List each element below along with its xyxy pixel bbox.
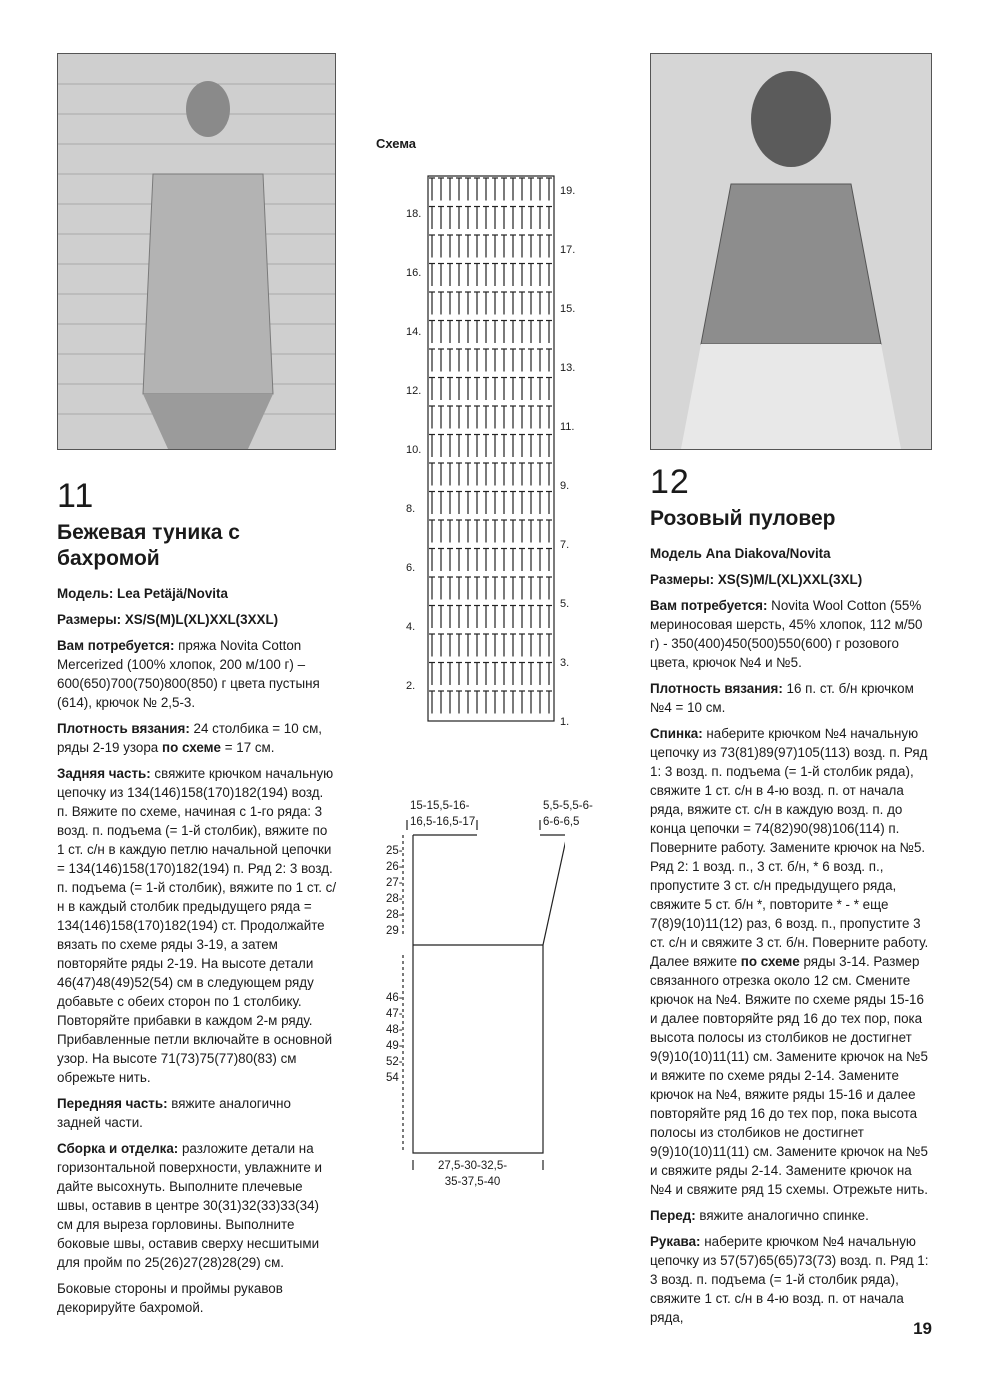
row-label-left: 12. — [406, 385, 422, 397]
pullover-photo — [650, 53, 932, 450]
armhole-depth: 25- 26- 27- 28- 28- 29 — [386, 845, 403, 937]
back-part: Спинка: наберите крючком №4 начальную цепочку из 73(81)89(97)105(113) возд. п. Ряд 1: 3 возд. п. подъема (= 1-й столбик ряда), свяжите 1 ст. с/н в 4-ю возд. п. от начала ряда, вяжите ст. с/н в каждую возд. п. до конца цепочки = 74(82)90(98)106(114) п. Поверните работу. Замените крючок на №5. Ряд 2: 1 возд. п., 3 ст. б/н, * 6 возд. п., пропустите 3 ст. с/н предыдущего ряда, свяжите 5 ст. б/н *, повторите * - * еще 7(8)9(10)11(12) раз, 6 возд. п., пропустите 3 ст. с/н и свяжите 3 ст. б/н. Поверните работу. Далее вяжите по схеме ряды 3-14. Размер связанного отрезка около 12 см. Смените крючок на №4. Вяжите по схеме ряды 15-16 и далее повторяйте ряд 16 до тех пор, пока высота полосы из столбиков не достигнет 9(9)10(10)11(11) см. Замените крючок на №5 и вяжите по схеме ряды 2-14. Замените крючок на №4, вяжите ряды 15-16 и далее повторяйте ряд 16 до тех пор, пока высота полосы из столбиков не достигнет 9(9)10(10)11(11) см. Замените крючок на №5 и свяжите ряды 2-14. Замените крючок на №4 и свяжите ряд 15 схемы. Отрежьте нить. — [650, 726, 929, 1197]
scheme-label: Схема — [376, 136, 417, 151]
density: Плотность вязания: 24 столбика = 10 см, ряды 2-19 узора по схеме = 17 см. — [57, 721, 323, 755]
back-part: Задняя часть: свяжите крючком начальную цепочку из 134(146)158(170)182(194) возд. п. Вяжите по схеме, начиная с 1-го ряда: 3 возд. п. подъема (= 1-й столбик), вяжите по 1 ст. с/н в каждую петлю начальной цепочки = 134(146)158(170)182(194) п. Ряд 2: 3 возд. п. подъема (= 1-й столбик), вяжите по 1 ст. с/н в каждый столбик предыдущего ряда = 134(146)158(170)182(194) ст. Продолжайте вязать по схеме ряды 3-19, а затем повторяйте ряды 2-19. На высоте детали 46(47)48(49)52(54) см в следующем ряду добавьте с обеих сторон по 1 столбику. Повторяйте прибавки в каждом 2-м ряду. Прибавленные петли включайте в основной узор. На высоте 71(73)75(77)80(83) см обрежьте нить. — [57, 766, 337, 1085]
materials: Вам потребуется: пряжа Novita Cotton Mercerized (100% хлопок, 200 м/100 г) – 600(650)700(750)800(850) г цвета пустыня (614), крючок № 2,5-3. — [57, 638, 320, 710]
row-label-left: 6. — [406, 562, 416, 574]
row-label-left: 8. — [406, 503, 416, 515]
chart-frame — [428, 176, 554, 721]
assembly: Сборка и отделка: разложите детали на горизонтальной поверхности, увлажните и дайте высохнуть. Выполните плечевые швы, оставив в центре 30(31)32(33)33(34) см для выреза горловины. Выполните боковые швы, оставив сверху несшитыми для пройм по 25(26)27(28)28(29) см. — [57, 1141, 322, 1270]
sizes: Размеры: XS(S)M/L(XL)XXL(3XL) — [650, 572, 863, 587]
row-label-right: 3. — [560, 657, 570, 669]
front-part: Перед: вяжите аналогично спинке. — [650, 1208, 869, 1223]
row-label-right: 1. — [560, 716, 570, 728]
row-label-right: 5. — [560, 598, 570, 610]
shoulder-width: 5,5-5,5-6- 6-6-6,5 — [543, 800, 593, 828]
density: Плотность вязания: 16 п. ст. б/н крючком №4 = 10 см. — [650, 681, 914, 715]
row-label-right: 9. — [560, 480, 570, 492]
pattern-12-section — [650, 464, 931, 1334]
row-label-left: 16. — [406, 267, 422, 279]
row-label-right: 13. — [560, 362, 576, 374]
neck-width: 15-15,5-16- 16,5-16,5-17 — [410, 800, 476, 828]
pattern-number: 11 — [57, 477, 95, 515]
pattern-number: 12 — [650, 463, 690, 501]
row-label-right: 15. — [560, 303, 576, 315]
row-label-right: 19. — [560, 185, 576, 197]
row-label-right: 17. — [560, 244, 576, 256]
pattern-title: Бежевая туника с бахромой — [57, 521, 240, 570]
row-label-left: 14. — [406, 326, 422, 338]
hem-width: 27,5-30-32,5- 35-37,5-40 — [438, 1160, 508, 1188]
page-number: 19 — [913, 1319, 932, 1338]
finishing: Боковые стороны и проймы рукавов декорируйте бахромой. — [57, 1281, 283, 1315]
model: Модель: Lea Petäjä/Novita — [57, 586, 228, 601]
row-label-left: 2. — [406, 680, 416, 692]
crochet-chart — [420, 168, 560, 738]
sizes: Размеры: XS/S(M)L(XL)XXL(3XXL) — [57, 612, 279, 627]
row-label-right: 7. — [560, 539, 570, 551]
body-height: 46- 47- 48- 49- 52- 54 — [386, 992, 403, 1084]
tunic-schematic — [395, 815, 565, 1175]
materials: Вам потребуется: Novita Wool Cotton (55% мериносовая шерсть, 45% хлопок, 112 м/50 г) - 350(400)450(500)550(600) г розового цвета, крючок №4 и №5. — [650, 598, 923, 670]
row-label-right: 11. — [560, 421, 575, 433]
tunic-photo — [57, 53, 336, 450]
sleeves: Рукава: наберите крючком №4 начальную цепочку из 57(57)65(65)73(73) возд. п. Ряд 1: 3 возд. п. подъема (= 1-й столбик ряда), свяжите 1 ст. с/н в 4-ю возд. п. от начала ряда, — [650, 1234, 929, 1325]
front-part: Передняя часть: вяжите аналогично задней части. — [57, 1096, 291, 1130]
row-label-left: 18. — [406, 208, 422, 220]
pattern-11-section — [57, 478, 337, 1324]
pattern-title: Розовый пуловер — [650, 507, 836, 530]
model: Модель Ana Diakova/Novita — [650, 546, 831, 561]
row-label-left: 4. — [406, 621, 416, 633]
row-label-left: 10. — [406, 444, 422, 456]
